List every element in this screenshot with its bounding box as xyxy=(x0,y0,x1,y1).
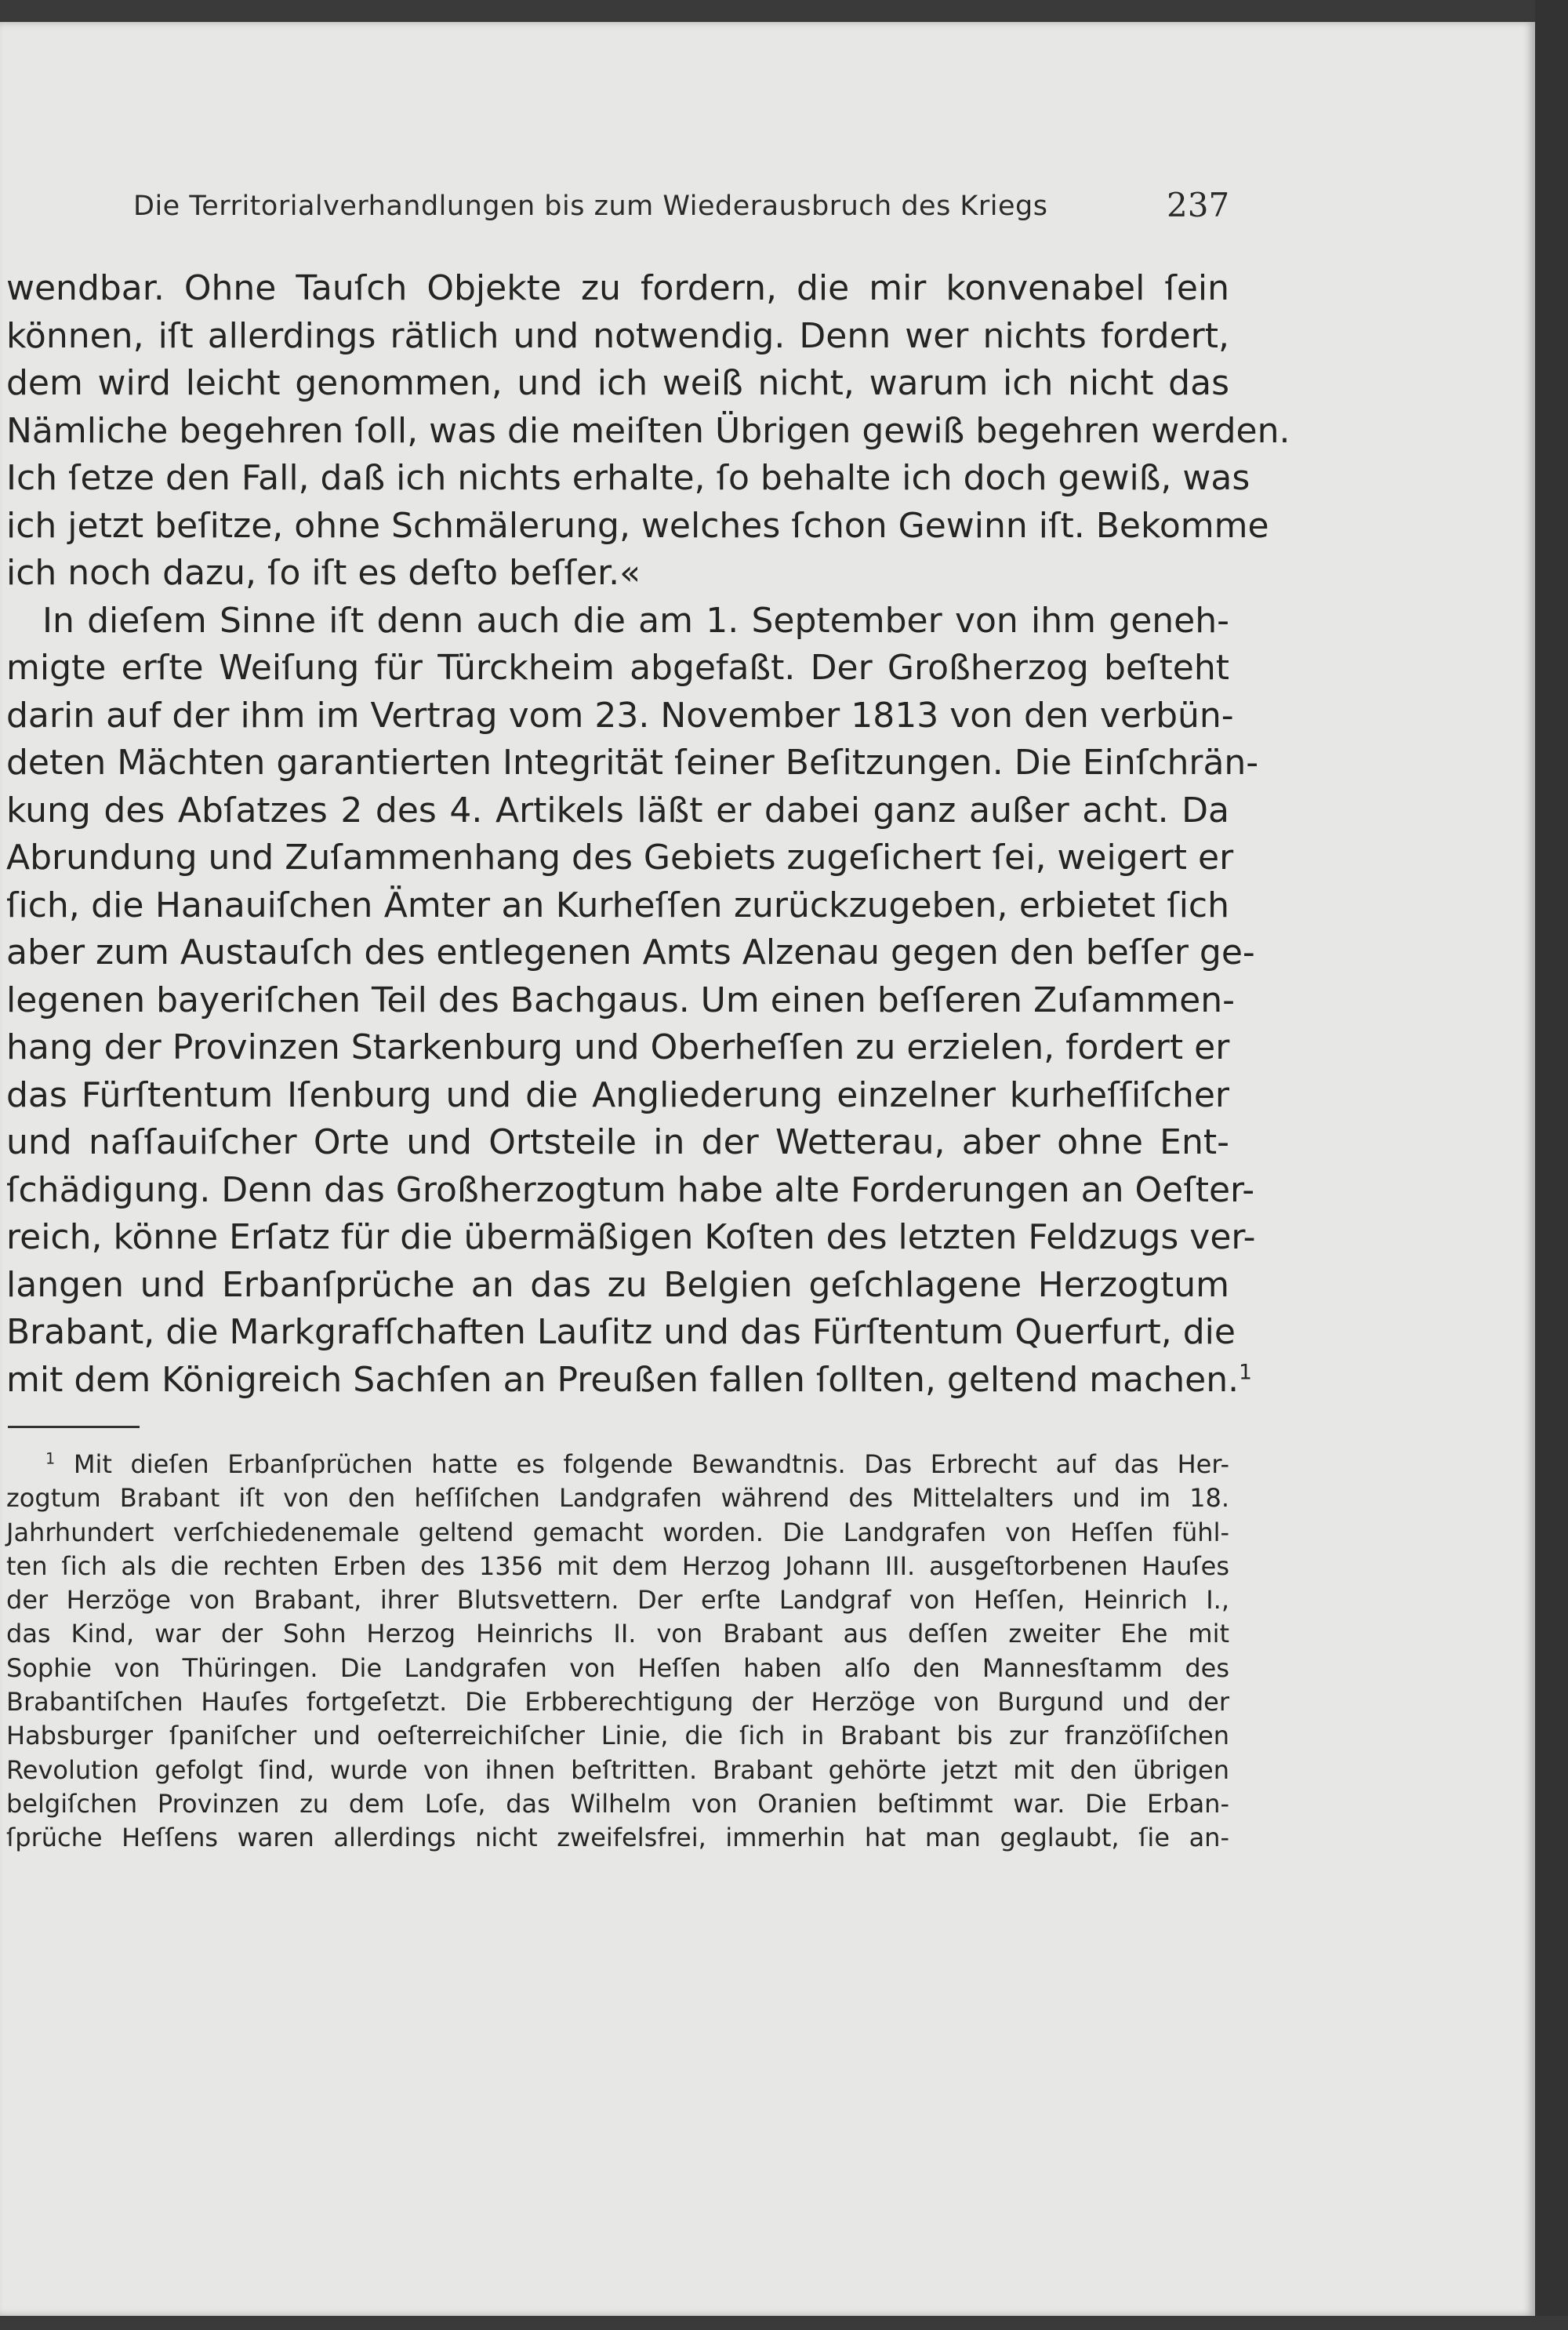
text-line: darin auf der ihm im Vertrag vom 23. November 1813 von den verbün- xyxy=(6,695,1234,736)
footnote-line: ſprüche Heſſens waren allerdings nicht zweifelsfrei, immerhin hat man geglaubt, ſie an- xyxy=(6,1823,1229,1853)
footnote-line: der Herzöge von Brabant, ihrer Blutsvettern. Der erſte Landgraf von Heſſen, Heinrich I., xyxy=(6,1585,1229,1616)
text-line: deten Mächten garantierten Integrität ſeiner Beſitzungen. Die Einſchrän- xyxy=(6,743,1259,783)
text-line: legenen bayeriſchen Teil des Bachgaus. Um einen beſſeren Zuſammen- xyxy=(6,980,1236,1020)
scan-bottom-border xyxy=(0,2316,1568,2330)
footnote-block xyxy=(6,1448,1229,1856)
scan-top-border xyxy=(0,0,1568,22)
text-line: In dieſem Sinne iſt denn auch die am 1. September von ihm geneh- xyxy=(42,600,1229,641)
text-line: migte erſte Weiſung für Türckheim abgefaßt. Der Großherzog beſteht xyxy=(6,648,1229,688)
footnote-separator xyxy=(8,1426,140,1428)
text-line: wendbar. Ohne Tauſch Objekte zu fordern, die mir konvenabel ſein xyxy=(6,268,1229,308)
scan-right-border xyxy=(1535,0,1568,2330)
footnote-line: Sophie von Thüringen. Die Landgrafen von Heſſen haben alſo den Mannesſtamm des xyxy=(6,1652,1229,1683)
footnote-line: Habsburger ſpaniſcher und oeſterreichiſcher Linie, die ſich in Brabant bis zur franzöſiſchen xyxy=(6,1721,1229,1751)
text-line: Abrundung und Zuſammenhang des Gebiets zugeſichert ſei, weigert er xyxy=(6,838,1234,878)
footnote-line: ten ſich als die rechten Erben des 1356 mit dem Herzog Johann III. ausgeſtorbenen Hauſes xyxy=(6,1550,1229,1581)
book-page xyxy=(0,22,1535,2316)
text-line: langen und Erbanſprüche an das zu Belgien geſchlagene Herzogtum xyxy=(6,1264,1229,1305)
text-line: das Fürſtentum Iſenburg und die Angliederung einzelner kurheſſiſcher xyxy=(6,1074,1229,1115)
text-line: hang der Provinzen Starkenburg und Oberheſſen zu erzielen, fordert er xyxy=(6,1027,1230,1067)
text-line: dem wird leicht genommen, und ich weiß nicht, warum ich nicht das xyxy=(6,363,1229,403)
text-line: ich noch dazu, ſo iſt es deſto beſſer.« xyxy=(6,553,641,593)
footnote-line: belgiſchen Provinzen zu dem Loſe, das Wilhelm von Oranien beſtimmt war. Die Erban- xyxy=(6,1788,1229,1819)
text-line: ſich, die Hanauiſchen Ämter an Kurheſſen zurückzugeben, erbietet ſich xyxy=(6,885,1229,925)
text-line: ich jetzt beſitze, ohne Schmälerung, welches ſchon Gewinn iſt. Bekomme xyxy=(6,505,1269,546)
footnote-marker: 1 xyxy=(45,1449,56,1468)
text-line-with-footnote-ref xyxy=(6,1357,1252,1405)
footnote-text: Mit dieſen Erbanſprüchen hatte es folgende Bewandtnis. Das Erbrecht auf das Her- xyxy=(73,1449,1230,1479)
main-text xyxy=(6,265,1290,1404)
footnote-line: Revolution gefolgt ſind, wurde von ihnen beſtritten. Brabant gehörte jetzt mit den übrigen xyxy=(6,1754,1229,1785)
text-line: und naſſauiſcher Orte und Ortsteile in der Wetterau, aber ohne Ent- xyxy=(6,1122,1229,1162)
footnote-line: Brabantiſchen Hauſes fortgeſetzt. Die Erbberechtigung der Herzöge von Burgund und der xyxy=(6,1687,1229,1718)
text-line: aber zum Austauſch des entlegenen Amts Alzenau gegen den beſſer ge- xyxy=(6,932,1255,972)
text-line: ſchädigung. Denn das Großherzogtum habe alte Forderungen an Oeſter- xyxy=(6,1169,1255,1210)
text-line: mit dem Königreich Sachſen an Preußen fallen ſollten, geltend machen. xyxy=(6,1359,1240,1400)
footnote-line: zogtum Brabant iſt von den heſſiſchen Landgrafen während des Mittelalters und im 18. xyxy=(6,1483,1229,1514)
footnote-reference[interactable]: 1 xyxy=(1239,1359,1252,1384)
text-line: kung des Abſatzes 2 des 4. Artikels läßt er dabei ganz außer acht. Da xyxy=(6,790,1229,831)
page-number: 237 xyxy=(1167,186,1230,224)
footnote-line xyxy=(6,1448,1229,1481)
text-line: reich, könne Erſatz für die übermäßigen Koſten des letzten Feldzugs ver- xyxy=(6,1217,1256,1257)
footnote-line: das Kind, war der Sohn Herzog Heinrichs II. von Brabant aus deſſen zweiter Ehe mit xyxy=(6,1619,1229,1649)
text-line: können, iſt allerdings rätlich und notwendig. Denn wer nichts fordert, xyxy=(6,315,1229,356)
footnote-line: Jahrhundert verſchiedenemale geltend gemacht worden. Die Landgrafen von Heſſen fühl- xyxy=(6,1517,1229,1547)
text-line: Ich ſetze den Fall, daß ich nichts erhalte, ſo behalte ich doch gewiß, was xyxy=(6,458,1250,498)
running-header: Die Territorialverhandlungen bis zum Wiederausbruch des Kriegs xyxy=(133,191,1048,222)
text-line: Nämliche begehren ſoll, was die meiſten Übrigen gewiß begehren werden. xyxy=(6,410,1290,451)
text-line: Brabant, die Markgrafſchaften Lauſitz und das Fürſtentum Querfurt, die xyxy=(6,1312,1236,1352)
